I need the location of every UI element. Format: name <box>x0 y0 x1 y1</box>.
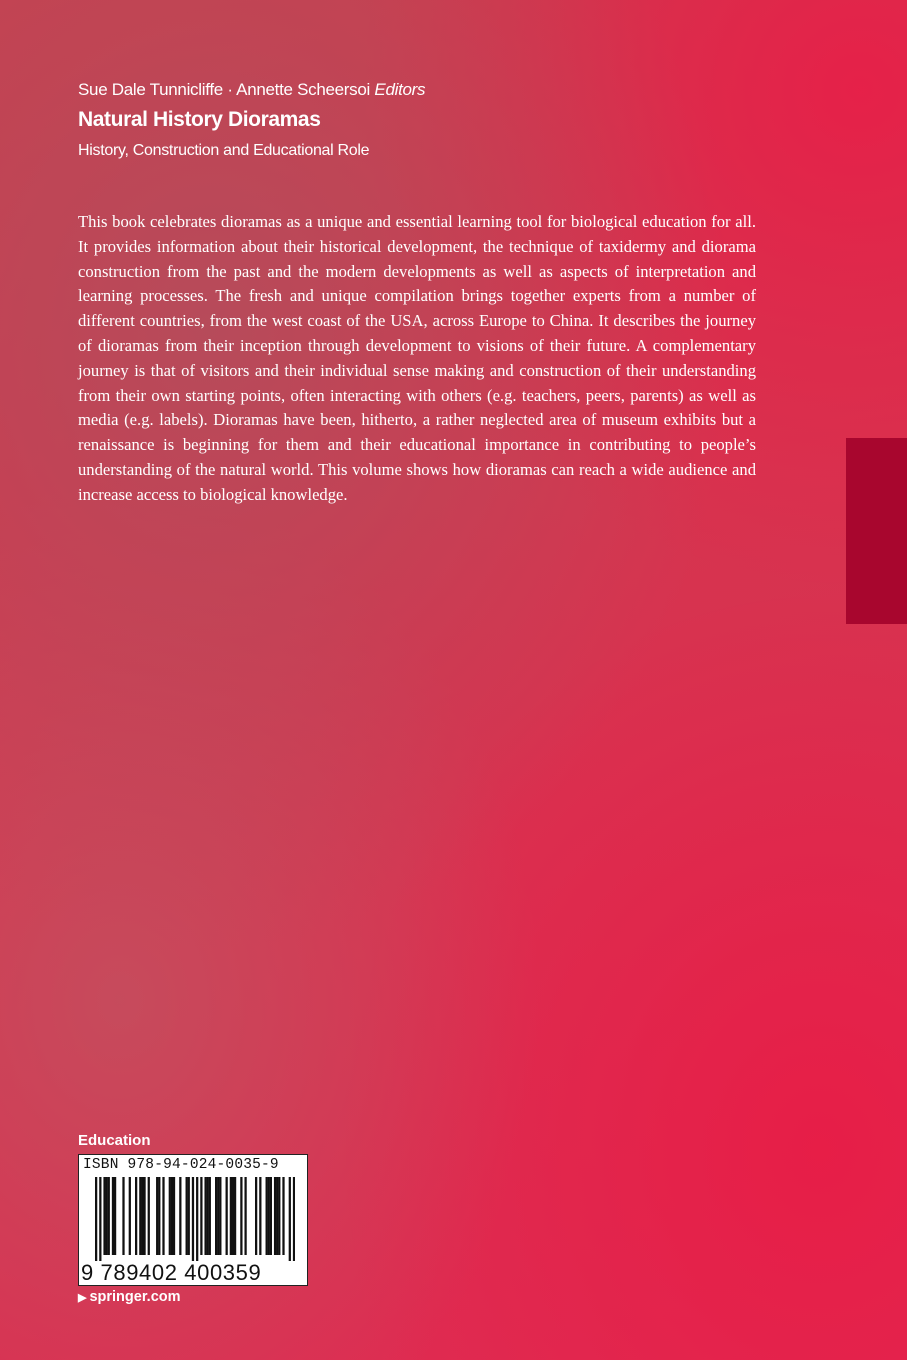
barcode-bar <box>268 1177 270 1255</box>
barcode-bar <box>179 1177 181 1255</box>
barcode-bar <box>215 1177 217 1255</box>
barcode-bar <box>186 1177 188 1255</box>
barcode-bar <box>141 1177 143 1255</box>
barcode-bar <box>200 1177 202 1255</box>
barcode-bar <box>122 1177 124 1255</box>
barcode-bar <box>95 1177 97 1261</box>
barcode-bar <box>244 1177 246 1255</box>
barcode-bar <box>232 1177 234 1255</box>
publisher-url: springer.com <box>89 1289 181 1305</box>
barcode-bar <box>217 1177 219 1255</box>
barcode-bar <box>209 1177 211 1255</box>
barcode-bar <box>274 1177 276 1255</box>
barcode-bar <box>162 1177 164 1255</box>
triangle-right-icon: ▶ <box>78 1292 87 1304</box>
barcode-bar <box>278 1177 280 1255</box>
barcode-bar <box>156 1177 158 1255</box>
barcode-bar <box>230 1177 232 1255</box>
editors-role: Editors <box>374 80 426 99</box>
barcode-bar <box>255 1177 257 1255</box>
barcode-bar <box>192 1177 194 1261</box>
book-title: Natural History Dioramas <box>78 108 321 131</box>
editors-names: Sue Dale Tunnicliffe · Annette Scheersoi <box>78 80 370 99</box>
barcode-bar <box>289 1177 291 1261</box>
barcode-bar <box>106 1177 108 1255</box>
barcode-bar <box>129 1177 131 1255</box>
barcode-bar <box>173 1177 175 1255</box>
barcode-digits: 9 789402 400359 <box>81 1260 262 1285</box>
barcode-bar <box>103 1177 105 1255</box>
barcode-bar <box>148 1177 150 1255</box>
barcode-bar <box>112 1177 114 1255</box>
barcode-bar <box>270 1177 272 1255</box>
book-description: This book celebrates dioramas as a unique and essential learning tool for biological education for all. It provides information about their historical development, the technique of taxidermy and diorama construction from the past and the modern developments as well as aspects of interpretation and learning processes. The fresh and unique compilation brings together experts from a number of different countries, from the west coast of the USA, across Europe to China. It describes the journey of dioramas from their inception through development to visions of their future. A complementary journey is that of visitors and their individual sense making and construction of their understanding from their own starting points, often interacting with others (e.g. teachers, peers, parents) as well as media (e.g. labels). Dioramas have been, hitherto, a rather neglected area of museum exhibits but a renaissance is beginning for them and their educational importance in contributing to people’s understanding of the natural world. This volume shows how dioramas can reach a wide audience and increase access to biological knowledge. <box>78 212 756 504</box>
barcode-bar <box>196 1177 198 1261</box>
editors-line <box>78 80 425 100</box>
barcode-bar <box>219 1177 221 1255</box>
barcode-bar <box>188 1177 190 1255</box>
barcode-bar <box>204 1177 206 1255</box>
barcode-bar <box>266 1177 268 1255</box>
barcode-bar <box>139 1177 141 1255</box>
barcode-bar <box>240 1177 242 1255</box>
barcode-bar <box>99 1177 101 1261</box>
barcode-bar <box>135 1177 137 1255</box>
barcode-bars <box>95 1177 295 1261</box>
side-color-tab <box>846 438 907 624</box>
barcode-bar <box>207 1177 209 1255</box>
barcode-bar <box>282 1177 284 1255</box>
barcode-bar <box>293 1177 295 1261</box>
book-subtitle: History, Construction and Educational Role <box>78 142 370 159</box>
barcode-bar <box>259 1177 261 1255</box>
barcode-bar <box>276 1177 278 1255</box>
publisher-link[interactable] <box>78 1289 181 1305</box>
barcode-bar <box>234 1177 236 1255</box>
barcode-bar <box>108 1177 110 1255</box>
isbn-barcode <box>78 1154 308 1286</box>
isbn-label: ISBN 978-94-024-0035-9 <box>83 1157 279 1173</box>
barcode-bar <box>114 1177 116 1255</box>
barcode-bar <box>143 1177 145 1255</box>
barcode-bar <box>169 1177 171 1255</box>
barcode-bar <box>158 1177 160 1255</box>
barcode-bar <box>226 1177 228 1255</box>
subject-category: Education <box>78 1132 151 1149</box>
barcode-bar <box>171 1177 173 1255</box>
